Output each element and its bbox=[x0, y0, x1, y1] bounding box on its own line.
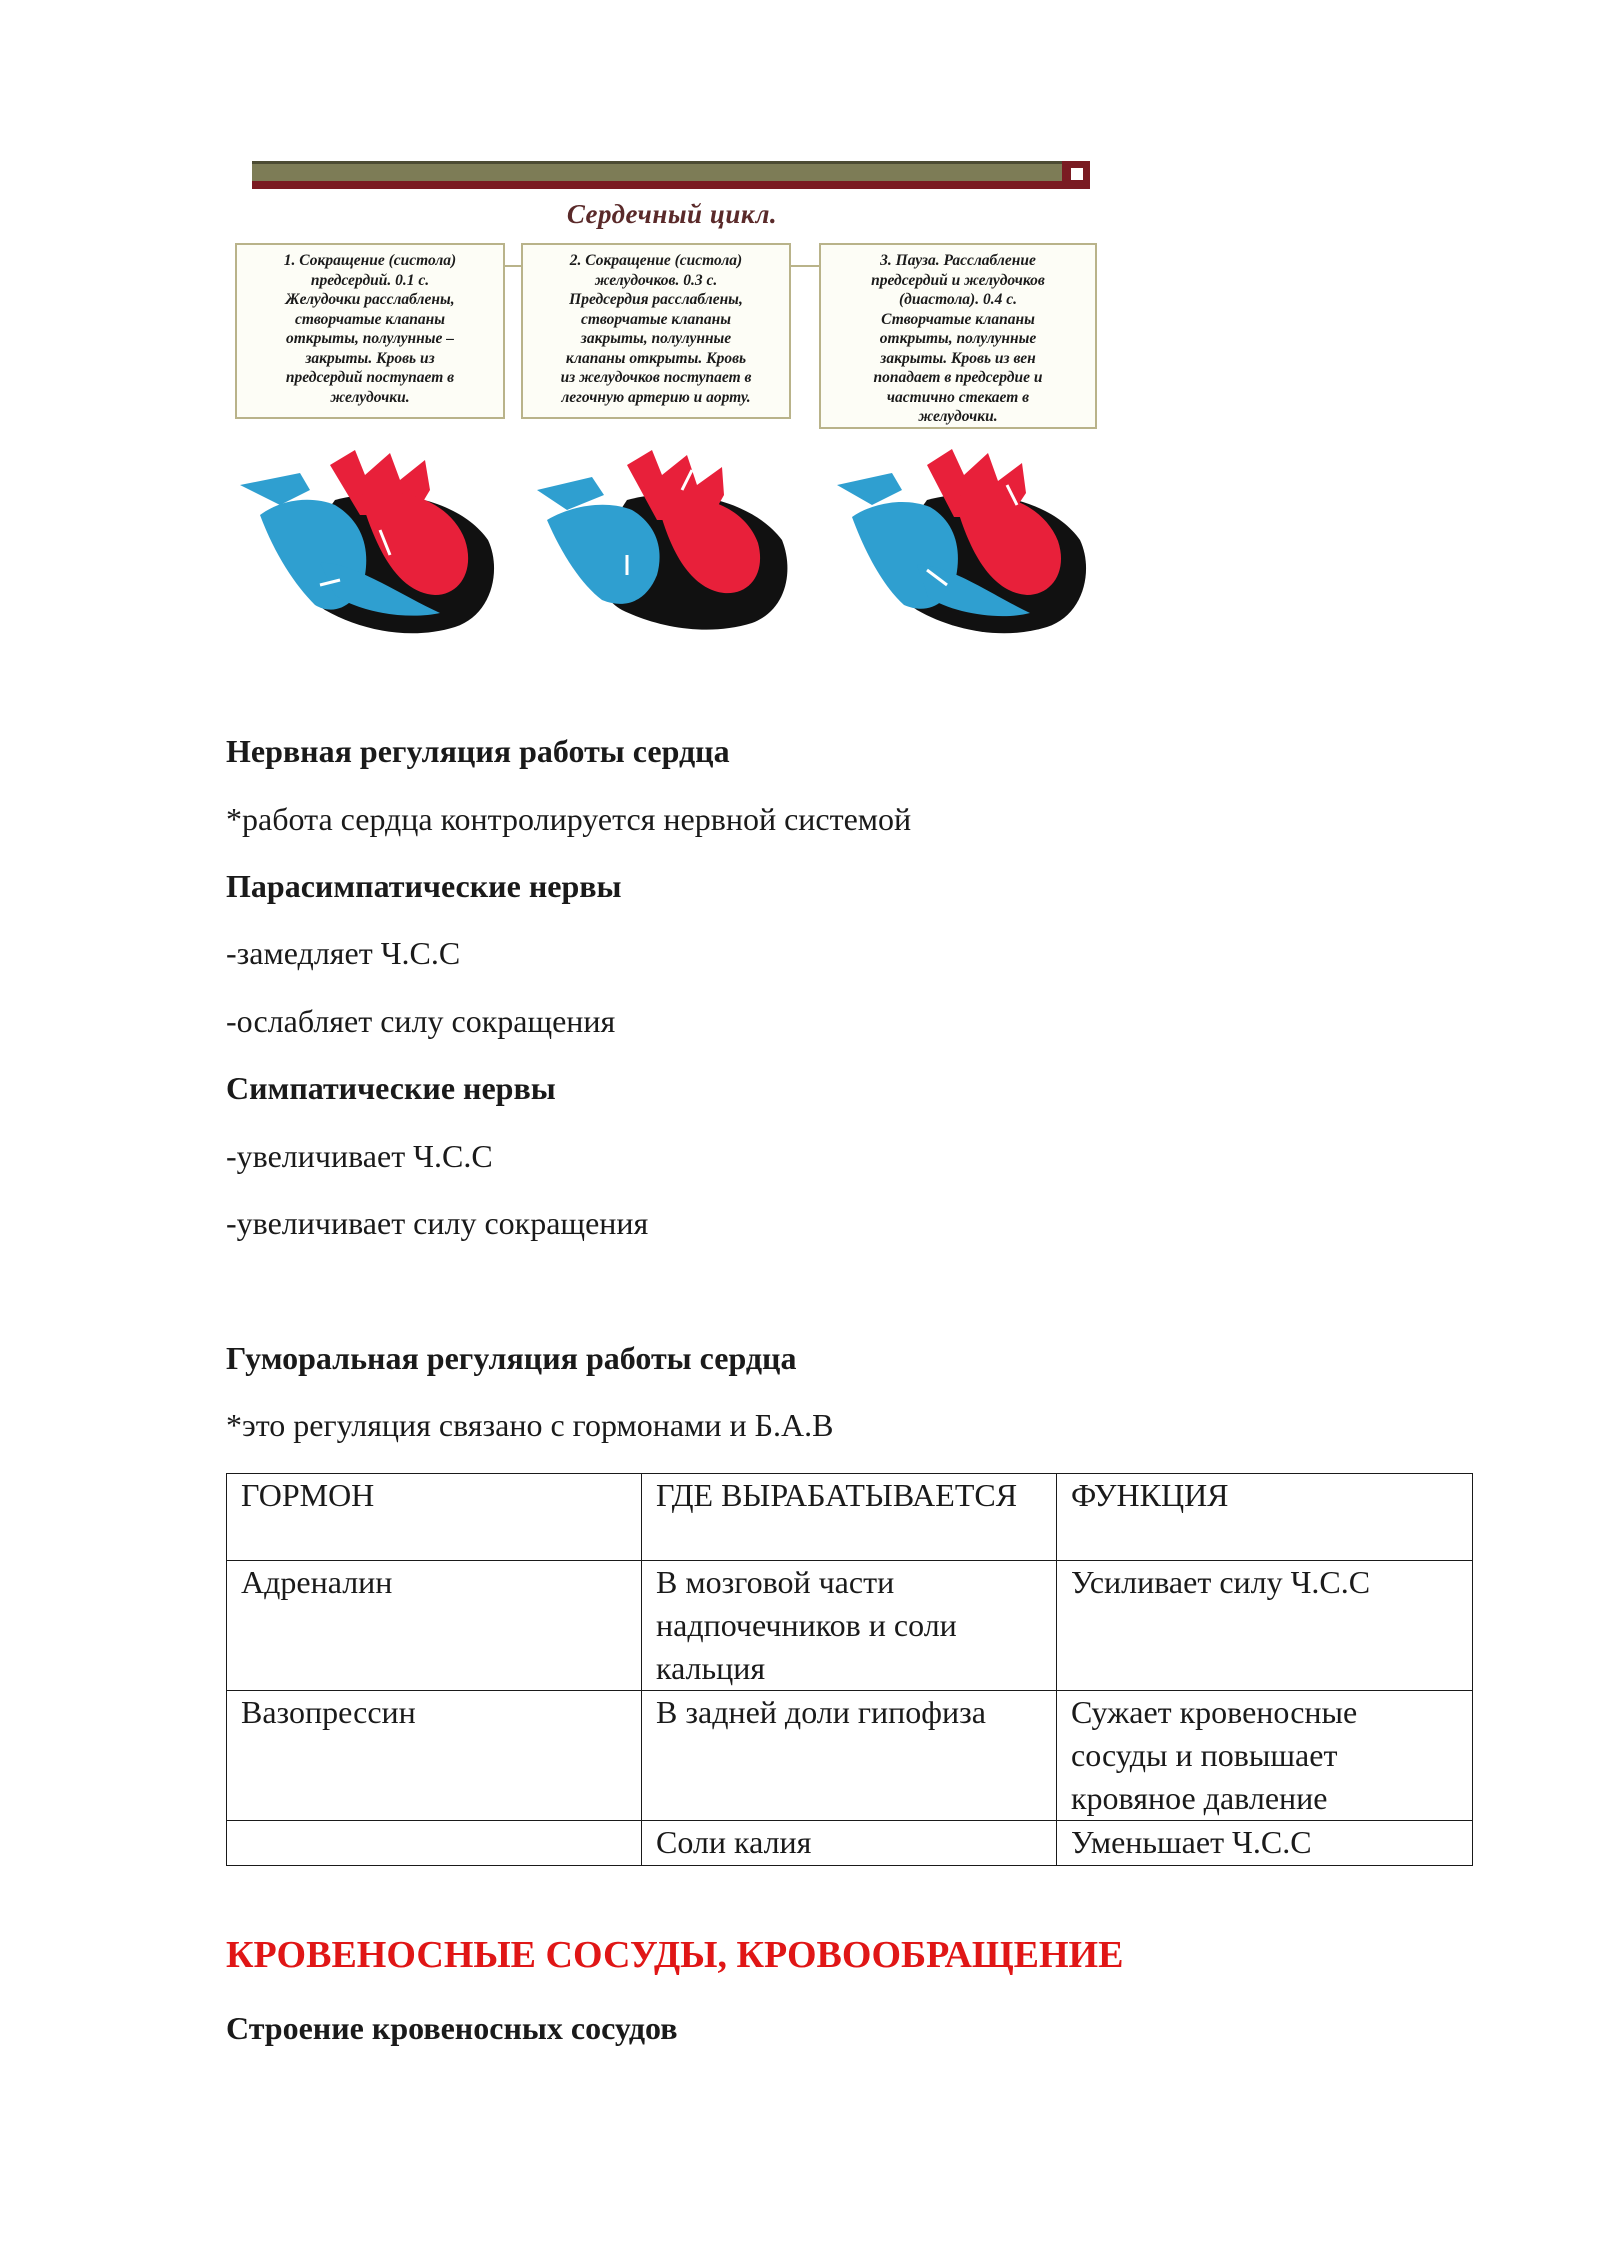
table-row bbox=[227, 1691, 1473, 1821]
parasympathetic-item: -замедляет Ч.С.С bbox=[226, 935, 461, 971]
sympathetic-item: -увеличивает силу сокращения bbox=[226, 1205, 649, 1241]
phase-box-line: Желудочки расслаблены, bbox=[285, 291, 455, 308]
phase-box-line: предсердий. 0.1 с. bbox=[310, 271, 430, 289]
table-cell: Усиливает силу Ч.С.С bbox=[1057, 1561, 1473, 1691]
phase-box-line: из желудочков поступает в bbox=[560, 369, 752, 386]
heart-illustration-1 bbox=[240, 445, 510, 645]
phase-box-line: клапаны открыты. Кровь bbox=[565, 349, 747, 367]
table-cell: Соли калия bbox=[642, 1821, 1057, 1866]
heart-illustrations bbox=[232, 445, 1112, 645]
phase-box-line: 2. Сокращение (систола) bbox=[569, 252, 743, 269]
phase-box-line: Створчатые клапаны bbox=[881, 310, 1035, 328]
table-header-cell: ГДЕ ВЫРАБАТЫВАЕТСЯ bbox=[642, 1474, 1057, 1561]
phase-box-line: створчатые клапаны bbox=[580, 310, 731, 328]
table-cell: Сужает кровеносные сосуды и повышает кровяное давление bbox=[1057, 1691, 1473, 1821]
heart-illustration-2 bbox=[532, 445, 802, 645]
table-header-cell: ФУНКЦИЯ bbox=[1057, 1474, 1473, 1561]
table-cell: Вазопрессин bbox=[227, 1691, 642, 1821]
phase-box-line: желудочки. bbox=[330, 388, 410, 406]
parasympathetic-heading: Парасимпатические нервы bbox=[226, 868, 622, 904]
phase-box-line: закрыты. Кровь из вен bbox=[880, 349, 1036, 367]
phase-box-line: Предсердия расслаблены, bbox=[569, 291, 743, 308]
phase-box-atrial-systole bbox=[235, 243, 505, 419]
phase-box-line: предсердий поступает в bbox=[285, 369, 455, 386]
hormones-table bbox=[226, 1473, 1473, 1866]
figure-phase-boxes bbox=[232, 243, 1112, 425]
phase-box-line: легочную артерию и аорту. bbox=[561, 388, 751, 406]
table-cell: Уменьшает Ч.С.С bbox=[1057, 1821, 1473, 1866]
phase-box-line: желудочков. 0.3 с. bbox=[594, 271, 718, 289]
table-cell bbox=[227, 1821, 642, 1866]
phase-box-line: закрыты. Кровь из bbox=[305, 349, 435, 367]
phase-box-line: открыты, полулунные bbox=[879, 330, 1037, 347]
phase-box-line: 1. Сокращение (систола) bbox=[283, 252, 457, 269]
phase-box-line: створчатые клапаны bbox=[294, 310, 445, 328]
sympathetic-item: -увеличивает Ч.С.С bbox=[226, 1138, 493, 1174]
phase-box-line: 3. Пауза. Расслабление bbox=[880, 252, 1036, 269]
phase-box-ventricular-systole bbox=[521, 243, 791, 419]
phase-box-line: попадает в предсердие и bbox=[873, 369, 1043, 386]
nervous-regulation-intro: *работа сердца контролируется нервной системой bbox=[226, 801, 912, 837]
phase-box-line: желудочки. bbox=[918, 408, 998, 425]
phase-box-line: предсердий и желудочков bbox=[871, 271, 1045, 289]
phase-box-line: (диастола). 0.4 с. bbox=[899, 291, 1017, 308]
humoral-regulation-heading: Гуморальная регуляция работы сердца bbox=[226, 1340, 797, 1376]
phase-box-diastole bbox=[819, 243, 1097, 429]
vessels-structure-subheading: Строение кровеносных сосудов bbox=[226, 2010, 678, 2046]
table-header-row bbox=[227, 1474, 1473, 1561]
table-cell: Адреналин bbox=[227, 1561, 642, 1691]
figure-title: Сердечный цикл. bbox=[566, 199, 778, 229]
table-row bbox=[227, 1821, 1473, 1866]
table-row bbox=[227, 1561, 1473, 1691]
phase-box-line: открыты, полулунные – bbox=[285, 330, 455, 347]
phase-box-line: частично стекает в bbox=[886, 388, 1030, 406]
table-header-cell: ГОРМОН bbox=[227, 1474, 642, 1561]
nervous-regulation-heading: Нервная регуляция работы сердца bbox=[226, 733, 730, 769]
table-cell: В мозговой части надпочечников и соли кальция bbox=[642, 1561, 1057, 1691]
sympathetic-heading: Симпатические нервы bbox=[226, 1070, 556, 1106]
parasympathetic-item: -ослабляет силу сокращения bbox=[226, 1003, 616, 1039]
vessels-section-heading: КРОВЕНОСНЫЕ СОСУДЫ, КРОВООБРАЩЕНИЕ bbox=[226, 1934, 1124, 1976]
heart-illustration-3 bbox=[832, 445, 1102, 645]
table-cell: В задней доли гипофиза bbox=[642, 1691, 1057, 1821]
humoral-regulation-intro: *это регуляция связано с гормонами и Б.А.В bbox=[226, 1407, 834, 1443]
phase-box-line: закрыты, полулунные bbox=[580, 330, 732, 347]
figure-title-bar bbox=[252, 161, 1072, 187]
cardiac-cycle-figure bbox=[232, 155, 1112, 645]
